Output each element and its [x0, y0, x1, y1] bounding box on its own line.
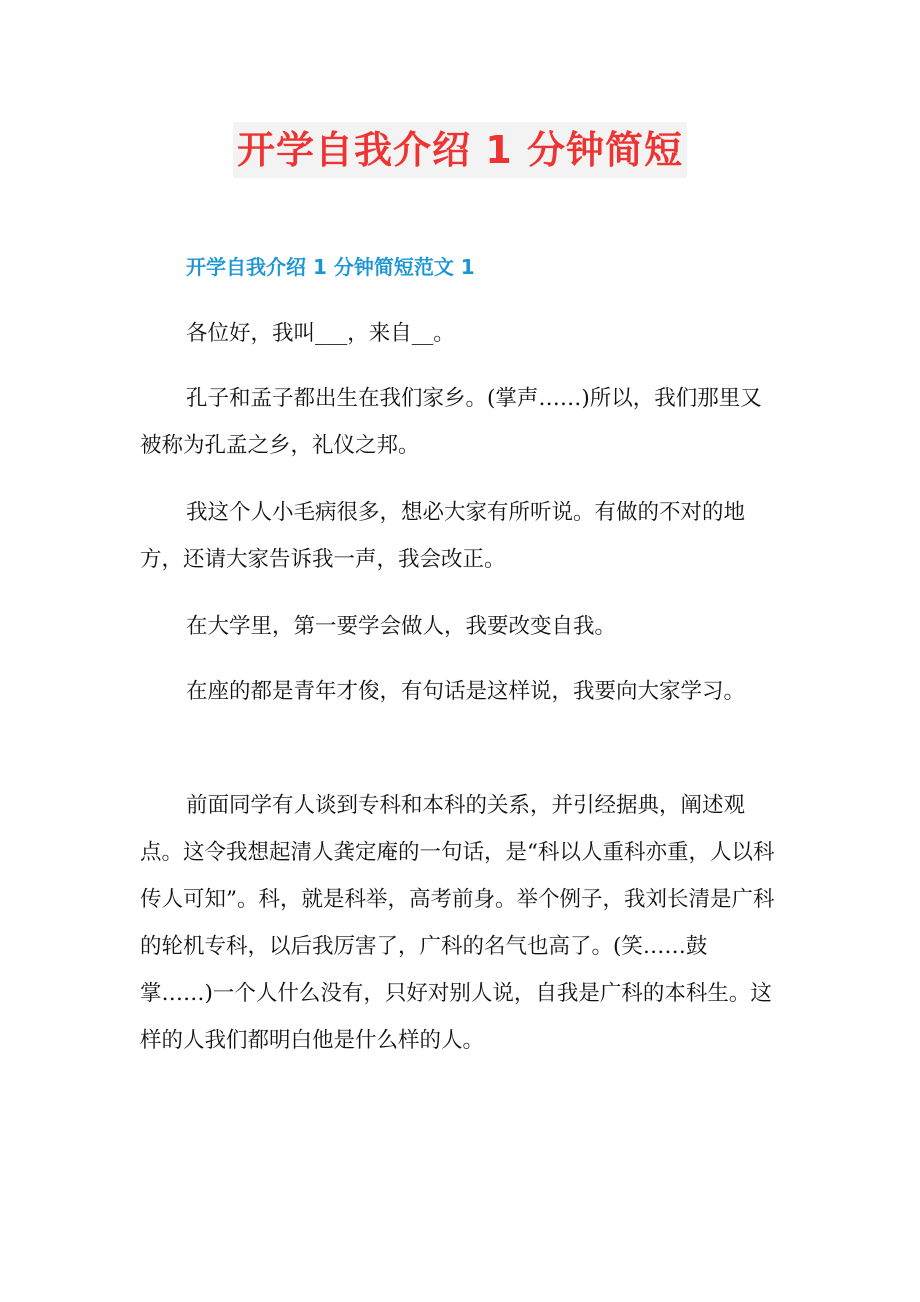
paragraph-peers: 在座的都是青年才俊，有句话是这样说，我要向大家学习。: [186, 679, 746, 704]
paragraph-university: 在大学里，第一要学会做人，我要改变自我。: [186, 614, 617, 639]
paragraph-greeting: 各位好，我叫___，来自__。: [186, 321, 455, 346]
paragraph-flaws: 我这个人小毛病很多，想必大家有所听说。有做的不对的地方，还请大家告诉我一声，我会改正。: [140, 500, 746, 572]
title-container: [0, 122, 920, 178]
paragraph-college-story: 前面同学有人谈到专科和本科的关系，并引经据典，阐述观点。这令我想起清人龚定庵的一句话，是“科以人重科亦重，人以科传人可知”。科，就是科举，高考前身。举个例子，我刘长清是广科的轮机专科，以后我厉害了，广科的名气也高了。(笑……鼓掌……)一个人什么没有，只好对别人说，自我是广科的本科生。这样的人我们都明白他是什么样的人。: [140, 793, 775, 1053]
page-title: 开学自我介绍 1 分钟简短: [233, 122, 687, 178]
section-heading: 开学自我介绍 1 分钟简短范文 1: [186, 255, 475, 279]
paragraph-hometown: 孔子和孟子都出生在我们家乡。(掌声……)所以，我们那里又被称为孔孟之乡，礼仪之邦。: [140, 386, 762, 458]
